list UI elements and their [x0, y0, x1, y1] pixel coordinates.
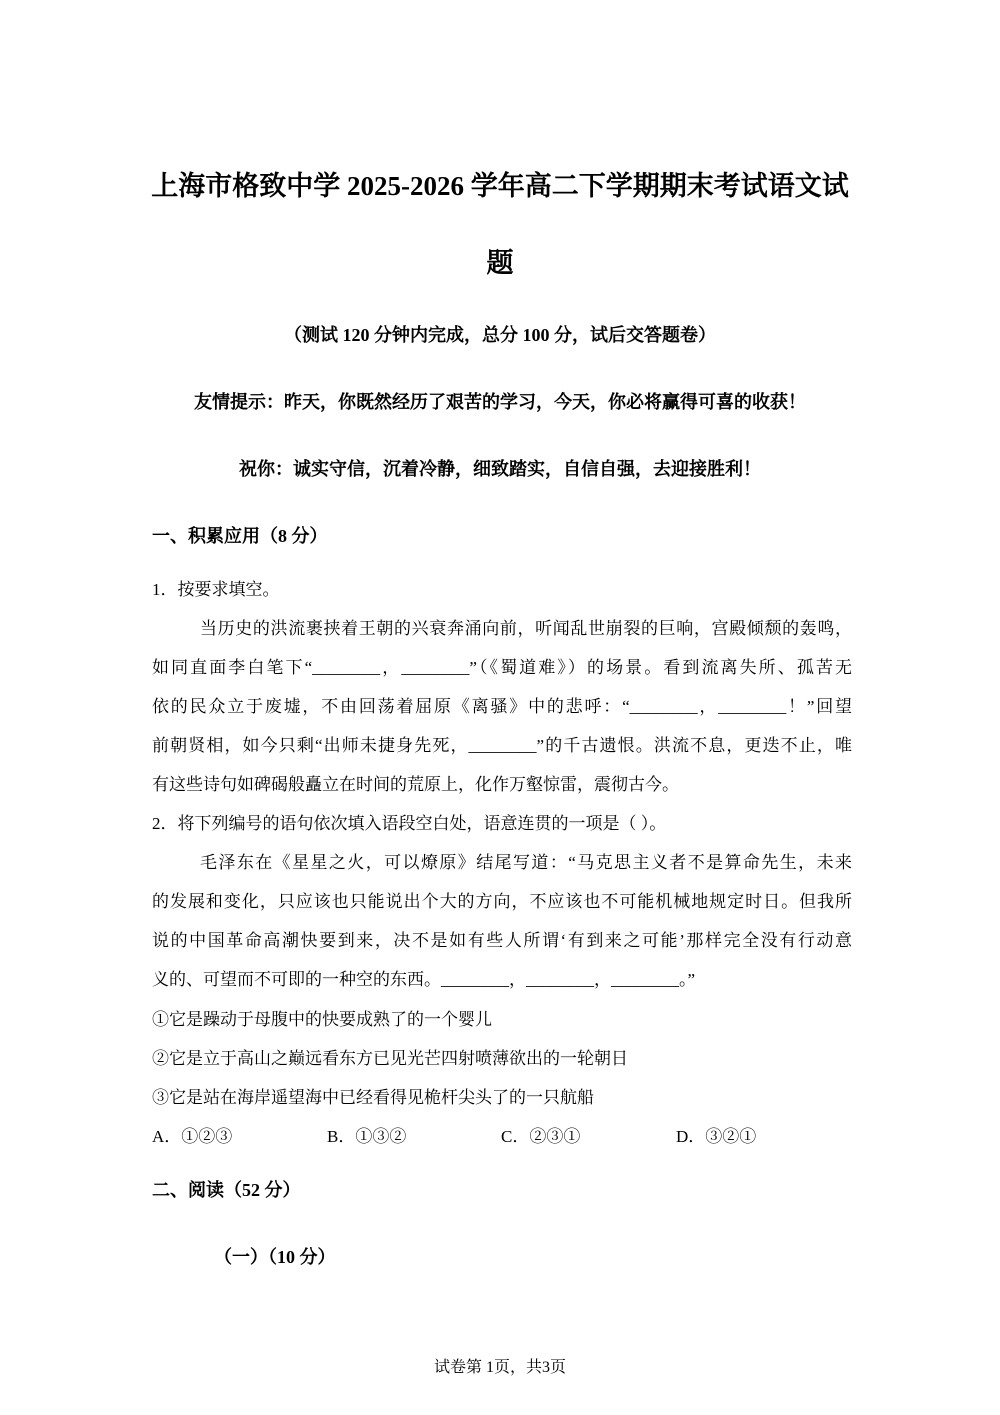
section-heading-accumulation: 一、积累应用（8 分）: [152, 526, 328, 546]
question-2-item: ③它是站在海岸遥望海中已经看得见桅杆尖头了的一只航船: [152, 1088, 594, 1107]
question-2-passage-line: 毛泽东在《星星之火，可以燎原》结尾写道：“马克思主义者不是算命先生，未来: [200, 853, 852, 872]
subsection-heading-1: （一）（10 分）: [214, 1247, 336, 1267]
question-2-item: ②它是立于高山之巅远看东方已见光芒四射喷薄欲出的一轮朝日: [152, 1049, 628, 1068]
question-1-passage-line: 如同直面李白笔下“________，________”（《蜀道难》）的场景。看到流离失所、孤苦无: [152, 658, 852, 677]
question-2-passage-line: 说的中国革命高潮快要到来，决不是如有些人所谓‘有到来之可能’那样完全没有行动意: [152, 931, 852, 950]
option-a: A．①②③: [152, 1127, 233, 1146]
question-2-stem: 2．将下列编号的语句依次填入语段空白处，语意连贯的一项是（ ）。: [152, 814, 667, 833]
question-1-passage-line: 前朝贤相，如今只剩“出师未捷身先死，________”的千古遗恨。洪流不息，更迭不止，唯: [152, 736, 852, 755]
exam-title-line2: 题: [486, 248, 514, 278]
option-b: B．①③②: [327, 1127, 407, 1146]
option-c: C．②③①: [501, 1127, 581, 1146]
question-2-passage-line: 义的、可望而不可即的一种空的东西。________，________，________。”: [152, 970, 696, 989]
question-2-passage-line: 的发展和变化，只应该也只能说出个大的方向，不应该也不可能机械地规定时日。但我所: [152, 892, 852, 911]
question-2-item: ①它是躁动于母腹中的快要成熟了的一个婴儿: [152, 1010, 492, 1029]
section-heading-reading: 二、阅读（52 分）: [152, 1180, 301, 1200]
question-1-passage-line: 当历史的洪流裹挟着王朝的兴衰奔涌向前，听闻乱世崩裂的巨响，宫殿倾颓的轰鸣，: [200, 619, 852, 638]
page-footer: 试卷第 1页，共3页: [433, 1359, 566, 1376]
question-1-passage-line: 依的民众立于废墟，不由回荡着屈原《离骚》中的悲呼：“________，________！”回望: [152, 697, 852, 716]
best-wishes: 祝你：诚实守信，沉着冷静，细致踏实，自信自强，去迎接胜利！: [239, 459, 761, 479]
question-1-passage-line: 有这些诗句如碑碣般矗立在时间的荒原上，化作万壑惊雷，震彻古今。: [152, 775, 679, 794]
friendly-tip: 友情提示：昨天，你既然经历了艰苦的学习，今天，你必将赢得可喜的收获！: [194, 392, 806, 412]
option-d: D．③②①: [676, 1127, 757, 1146]
question-1-stem: 1．按要求填空。: [152, 580, 280, 599]
exam-instructions: （测试 120 分钟内完成，总分 100 分，试后交答题卷）: [284, 325, 716, 345]
exam-title-line1: 上海市格致中学 2025-2026 学年高二下学期期末考试语文试: [151, 171, 849, 201]
